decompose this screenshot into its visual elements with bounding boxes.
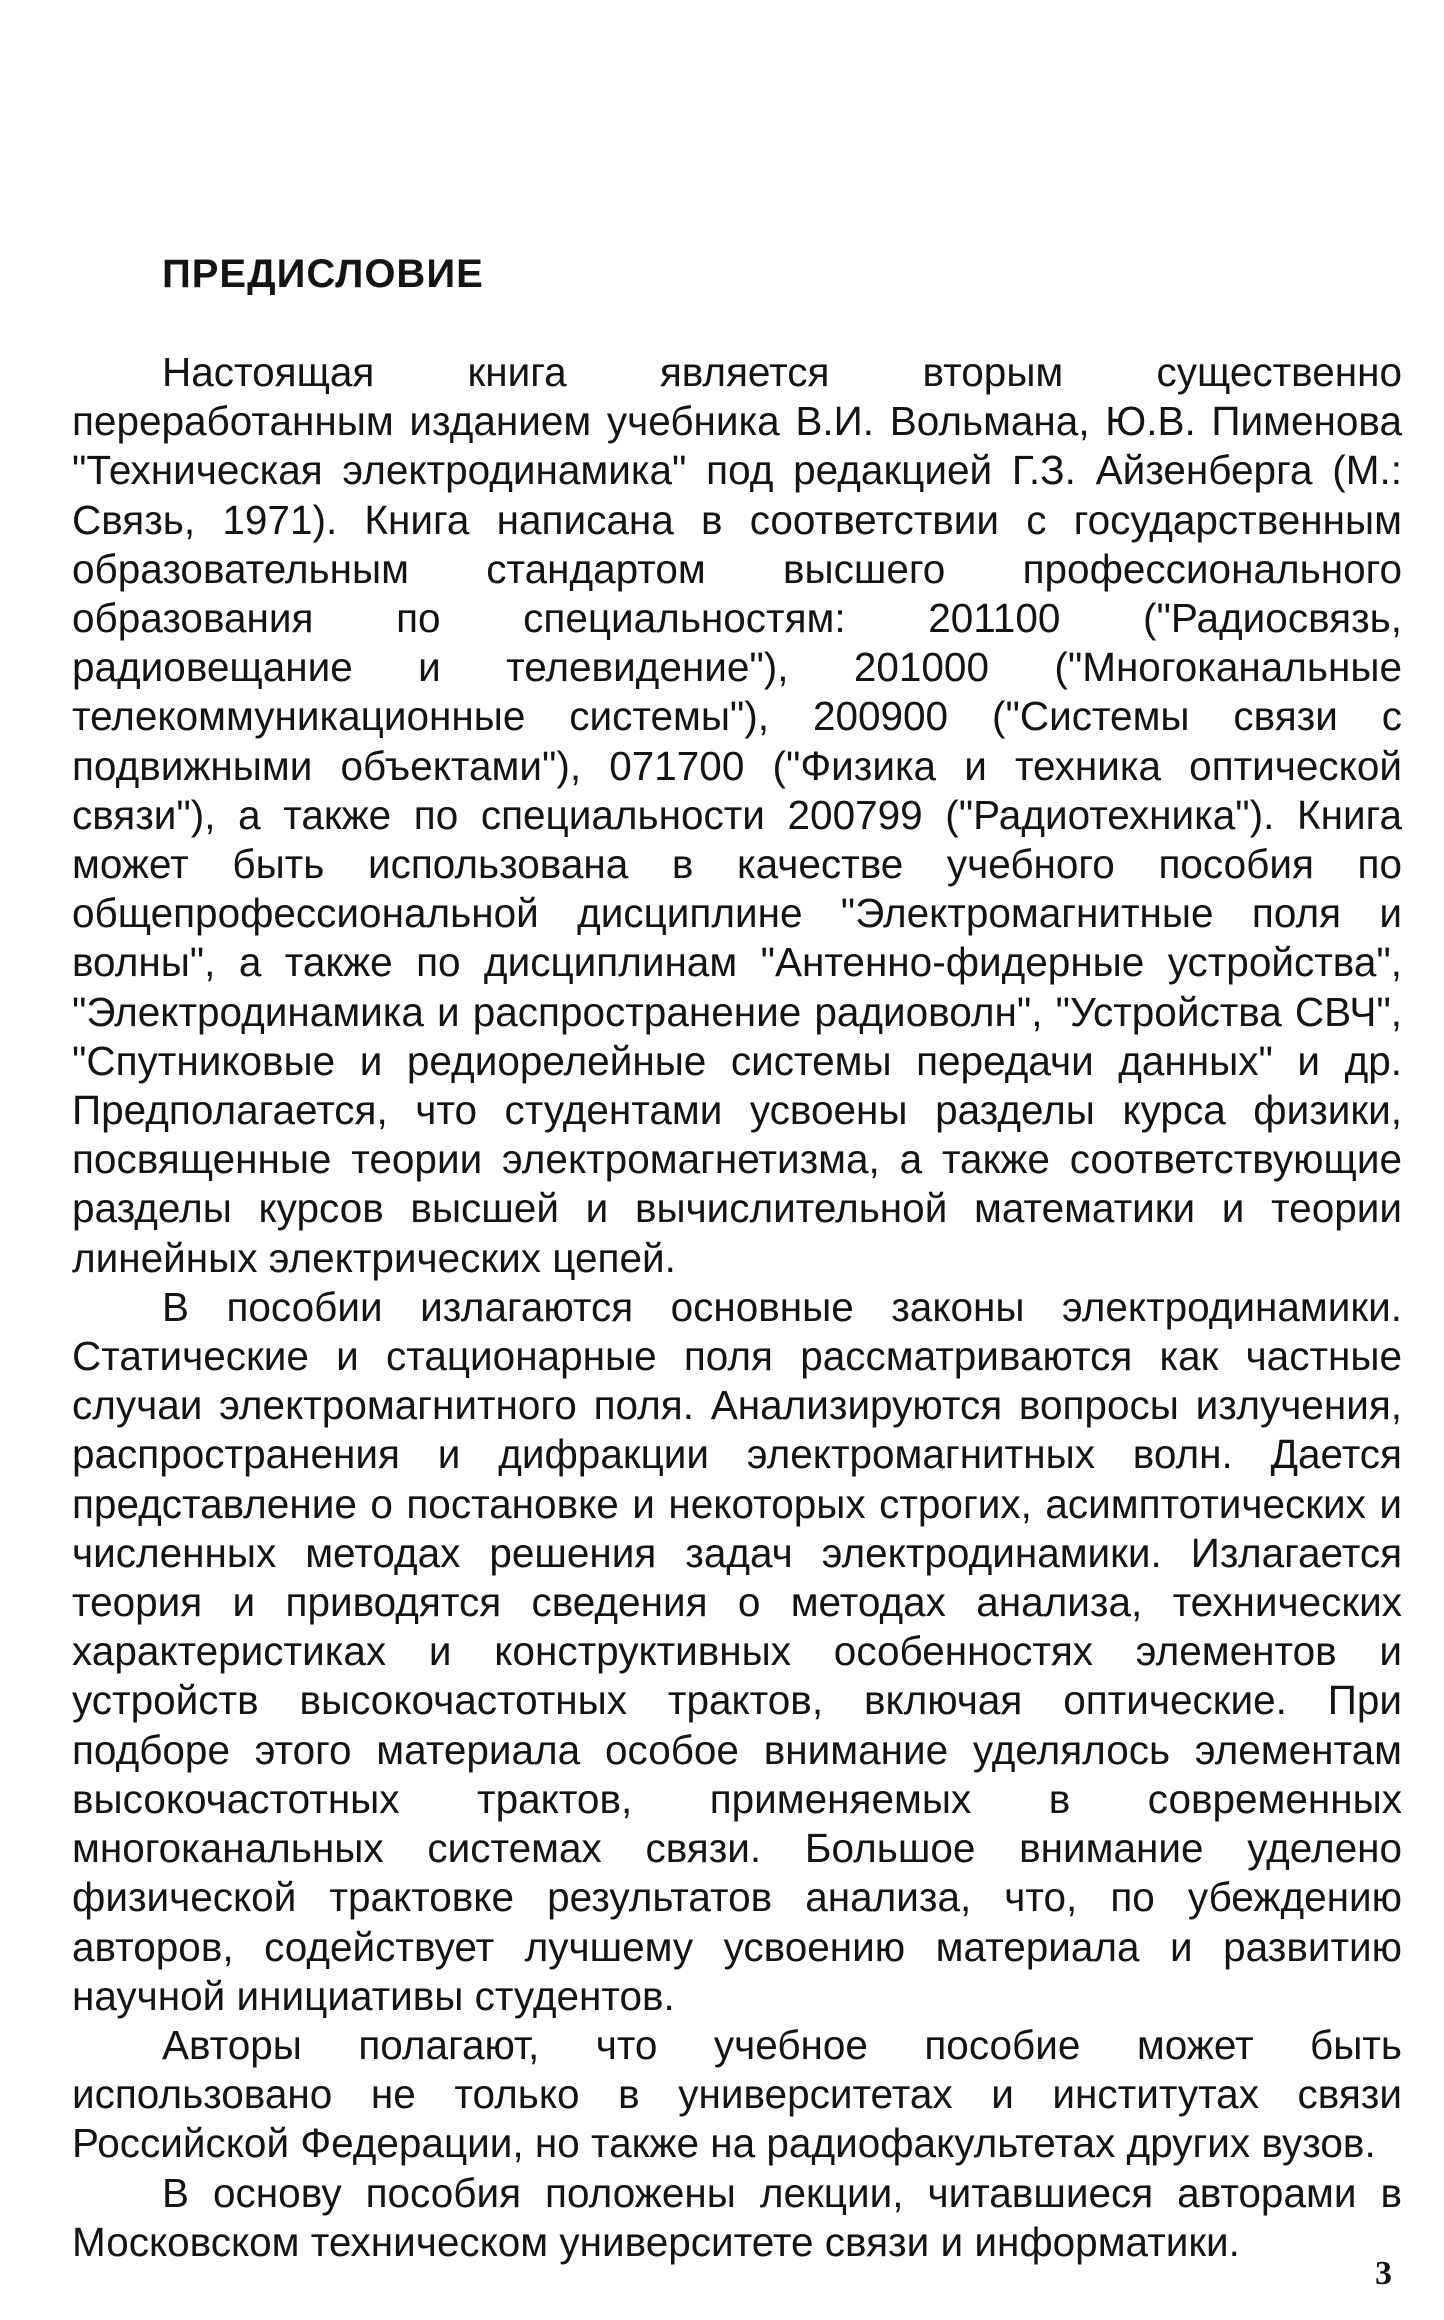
preface-body: [72, 348, 1402, 2267]
paragraph-3: Авторы полагают, что учебное пособие может быть использовано не только в университетах и институтах связи Российской Федерации, но также на радиофакультетах других вузов.: [72, 2021, 1402, 2167]
paragraph-2: В пособии излагаются основные законы электродинамики. Статические и стационарные поля рассматриваются как частные случаи электромагнитного поля. Анализируются вопросы излучения, распространения и дифракции электромагнитных волн. Дается представление о постановке и некоторых строгих, асимптотических и численных методах решения задач электродинамики. Излагается теория и приводятся сведения о методах анализа, технических характеристиках и конструктивных особенностях элементов и устройств высокочастотных трактов, включая оптические. При подборе этого материала особое внимание уделялось элементам высокочастотных трактов, применяемых в современных многоканальных системах связи. Большое внимание уделено физической трактовке результатов анализа, что, по убеждению авторов, содействует лучшему усвоению материала и развитию научной инициативы студентов.: [72, 1283, 1402, 2019]
page-number: 3: [1375, 2255, 1392, 2292]
paragraph-1: Настоящая книга является вторым существенно переработанным изданием учебника В.И. Вольмана, Ю.В. Пименова "Техническая электродинамика" под редакцией Г.З. Айзенберга (М.: Связь, 1971). Книга написана в соответствии с государственным образовательным стандартом высшего профессионального образования по специальностям: 201100 ("Радиосвязь, радиовещание и телевидение"), 201000 ("Многоканальные телекоммуникационные системы"), 200900 ("Системы связи с подвижными объектами"), 071700 ("Физика и техника оптической связи"), а также по специальности 200799 ("Радиотехника"). Книга может быть использована в качестве учебного пособия по общепрофессиональной дисциплине "Электромагнитные поля и волны", а также по дисциплинам "Антенно-фидерные устройства", "Электродинамика и распространение радиоволн", "Устройства СВЧ", "Спутниковые и редиорелейные системы передачи данных" и др. Предполагается, что студентами усвоены разделы курса физики, посвященные теории электромагнетизма, а также соответствующие разделы курсов высшей и вычислительной математики и теории линейных электрических цепей.: [72, 349, 1402, 1281]
page-title: ПРЕДИСЛОВИЕ: [162, 252, 484, 296]
paragraph-4: В основу пособия положены лекции, читавшиеся авторами в Московском техническом университете связи и информатики.: [72, 2169, 1402, 2265]
book-page: [72, 0, 1402, 2320]
